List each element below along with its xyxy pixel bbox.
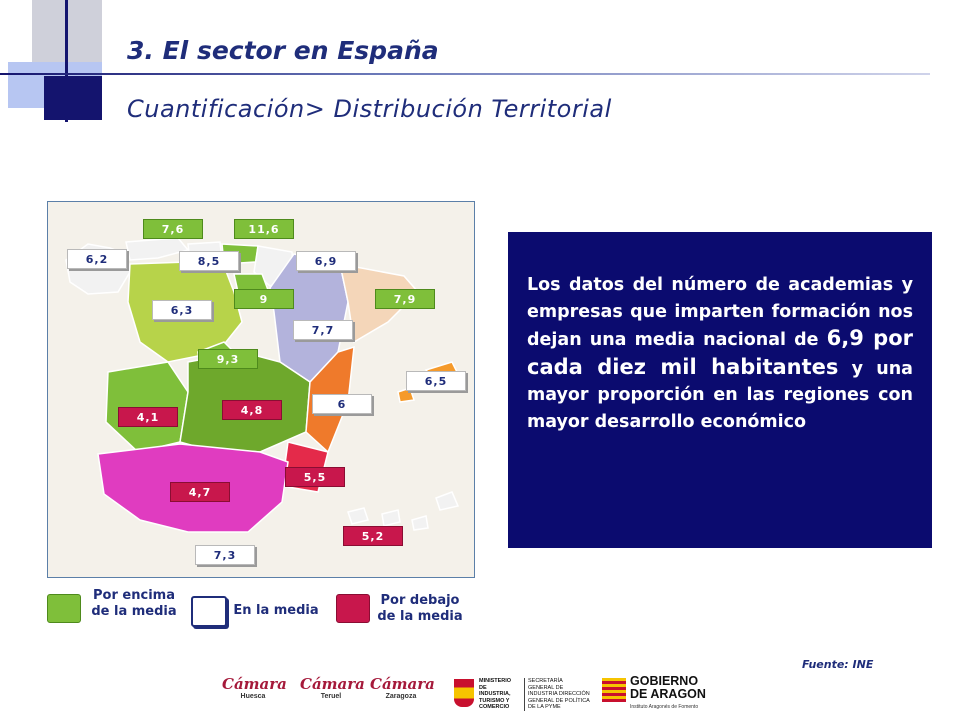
region-canarias-2 (382, 510, 400, 526)
label-ceuta-melilla: 7,3 (195, 545, 255, 565)
label-valencia: 6 (312, 394, 372, 414)
label-la-rioja: 9 (234, 289, 294, 309)
decor-vertical-line (65, 0, 68, 122)
legend-swatch-average (191, 596, 227, 627)
legend-swatch-above (47, 594, 81, 623)
logo-gobierno-aragon-sub: Instituto Aragonés de Fomento (630, 704, 699, 710)
info-text-highlight: 6,9 por cada diez mil habitantes (527, 326, 913, 379)
label-asturias: 7,6 (143, 219, 203, 239)
label-castilla-la-mancha: 4,8 (222, 400, 282, 420)
spain-map (47, 201, 475, 578)
logo-camara-zaragoza-city: Zaragoza (385, 693, 417, 700)
legend-label-above: Por encima de la media (91, 588, 177, 619)
logo-camara-huesca (222, 675, 287, 701)
source-note: Fuente: INE (802, 658, 874, 671)
logo-camara-huesca-name: Cámara (222, 675, 287, 693)
legend-label-below: Por debajo de la media (377, 593, 463, 624)
decor-bar-navy (44, 76, 102, 120)
label-extremadura: 4,1 (118, 407, 178, 427)
logo-secretaria-text: SECRETARÍA GENERAL DE INDUSTRIA DIRECCIÓN GENERAL DE POLÍTICA DE LA PYME (524, 678, 590, 711)
label-castilla-y-leon: 6,3 (152, 300, 212, 320)
label-cataluna: 7,9 (375, 289, 435, 309)
info-panel (508, 232, 932, 548)
slide-title: 3. El sector en España (127, 36, 439, 65)
logo-ministerio (452, 676, 590, 712)
logo-ministerio-text: MINISTERIO DE INDUSTRIA, TURISMO Y COMERCIO (479, 678, 512, 710)
coat-of-arms-icon (454, 679, 474, 707)
region-canarias (348, 508, 368, 524)
logo-camara-zaragoza (370, 675, 435, 701)
logo-camara-teruel-name: Cámara (300, 675, 365, 693)
decor-horizontal-line (0, 73, 930, 75)
info-text (527, 272, 913, 435)
label-canarias: 5,2 (343, 526, 403, 546)
logo-gobierno-aragon-text: GOBIERNO DE ARAGON (630, 674, 706, 701)
slide-subtitle: Cuantificación> Distribución Territorial (127, 95, 612, 123)
info-text-before: Los datos del número de academias y empresas que imparten formación nos dejan una media nacional de (527, 275, 913, 350)
label-pais-vasco: 11,6 (234, 219, 294, 239)
label-madrid: 9,3 (198, 349, 258, 369)
info-text-after: y una mayor proporción en las regiones con mayor desarrollo económico (527, 358, 913, 432)
logo-camara-teruel (300, 675, 365, 701)
label-andalucia: 4,7 (170, 482, 230, 502)
logo-camara-teruel-city: Teruel (320, 693, 342, 700)
legend-label-average: En la media (233, 603, 319, 618)
label-murcia: 5,5 (285, 467, 345, 487)
logo-gobierno-aragon (600, 674, 720, 714)
region-canarias-4 (412, 516, 428, 530)
label-cantabria: 8,5 (179, 251, 239, 271)
region-canarias-3 (436, 492, 458, 510)
logo-camara-huesca-city: Huesca (240, 693, 266, 700)
label-galicia: 6,2 (67, 249, 127, 269)
label-baleares: 6,5 (406, 371, 466, 391)
label-aragon: 7,7 (293, 320, 353, 340)
legend-swatch-below (336, 594, 370, 623)
aragon-flag-icon (602, 678, 626, 702)
logo-camara-zaragoza-name: Cámara (370, 675, 435, 693)
label-navarra: 6,9 (296, 251, 356, 271)
